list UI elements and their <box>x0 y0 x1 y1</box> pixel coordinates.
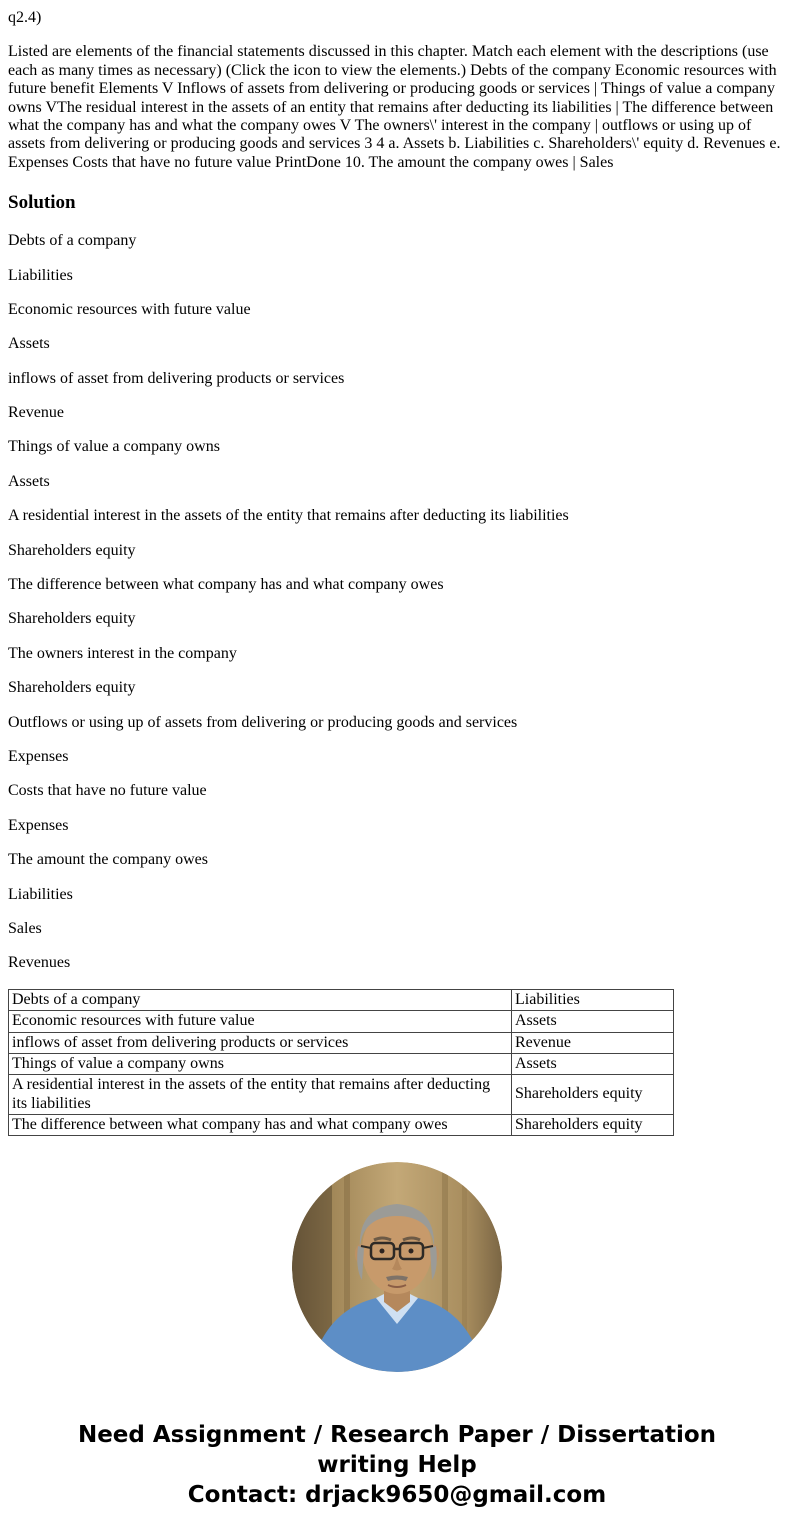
footer-help-line-2: writing Help <box>317 1451 477 1478</box>
description-cell: inflows of asset from delivering products or services <box>9 1032 512 1053</box>
solution-line: Outflows or using up of assets from delivering or producing goods and services <box>8 713 518 731</box>
answer-table-container <box>8 989 786 1136</box>
solution-line: The difference between what company has and what company owes <box>8 576 444 594</box>
element-cell: Shareholders equity <box>512 1075 674 1115</box>
question-text: Listed are elements of the financial statements discussed in this chapter. Match each element with the descriptions (use each as many times as necessary) (Click the icon to view the elements.) Debts of the company Economic resources with future benefit Elements V Inflows of assets from delivering or producing goods or services | Things of value a company owns VThe residual interest in the assets of an entity that remains after deducting its liabilities | The difference between what the company has and what the company owes V The owners\' interest in the company | outflows or using up of assets from delivering or producing goods and services 3 4 a. Assets b. Liabilities c. Shareholders\' equity d. Revenues e. Expenses Costs that have no future value PrintDone 10. The amount the company owes | Sales <box>8 43 781 171</box>
solution-line: Expenses <box>8 747 69 765</box>
solution-line: Shareholders equity <box>8 541 136 559</box>
element-cell: Revenue <box>512 1032 674 1053</box>
description-cell: Things of value a company owns <box>9 1053 512 1074</box>
footer-help-line-1: Need Assignment / Research Paper / Dissertation <box>77 1421 717 1448</box>
table-row <box>9 989 674 1010</box>
description-cell: Economic resources with future value <box>9 1011 512 1032</box>
solution-line: Things of value a company owns <box>8 438 220 456</box>
table-row <box>9 1053 674 1074</box>
element-cell: Assets <box>512 1053 674 1074</box>
solution-line: The owners interest in the company <box>8 644 237 662</box>
table-row <box>9 1032 674 1053</box>
description-cell: A residential interest in the assets of the entity that remains after deducting its liabilities <box>9 1075 512 1115</box>
element-cell: Assets <box>512 1011 674 1032</box>
description-cell: Debts of a company <box>9 989 512 1010</box>
solution-line: The amount the company owes <box>8 851 208 869</box>
solution-line: Revenues <box>8 954 71 972</box>
tutor-portrait-photo <box>292 1162 502 1372</box>
element-cell: Liabilities <box>512 989 674 1010</box>
table-row <box>9 1011 674 1032</box>
solution-line: Expenses <box>8 816 69 834</box>
solution-line: Assets <box>8 335 50 353</box>
description-cell: The difference between what company has and what company owes <box>9 1115 512 1136</box>
person-portrait-image <box>292 1162 502 1372</box>
solution-line: Shareholders equity <box>8 679 136 697</box>
question-number: q2.4) <box>8 9 42 26</box>
solution-line: Assets <box>8 472 50 490</box>
footer <box>8 1420 786 1510</box>
solution-line: A residential interest in the assets of the entity that remains after deducting its liabilities <box>8 507 569 525</box>
table-row <box>9 1115 674 1136</box>
solution-line: Liabilities <box>8 266 73 284</box>
solution-line: Costs that have no future value <box>8 782 207 800</box>
solution-line: Debts of a company <box>8 232 137 250</box>
solution-line: inflows of asset from delivering products or services <box>8 369 345 387</box>
footer-contact-email: Contact: drjack9650@gmail.com <box>187 1481 607 1508</box>
solution-line: Sales <box>8 919 42 937</box>
solution-line: Liabilities <box>8 885 73 903</box>
answer-table <box>8 989 674 1136</box>
solution-line: Economic resources with future value <box>8 300 251 318</box>
solution-line: Revenue <box>8 404 64 422</box>
solution-line: Shareholders equity <box>8 610 136 628</box>
document-page <box>0 9 794 1510</box>
solution-heading: Solution <box>8 192 76 214</box>
tutor-photo-section <box>8 1162 786 1372</box>
element-cell: Shareholders equity <box>512 1115 674 1136</box>
table-row <box>9 1075 674 1115</box>
